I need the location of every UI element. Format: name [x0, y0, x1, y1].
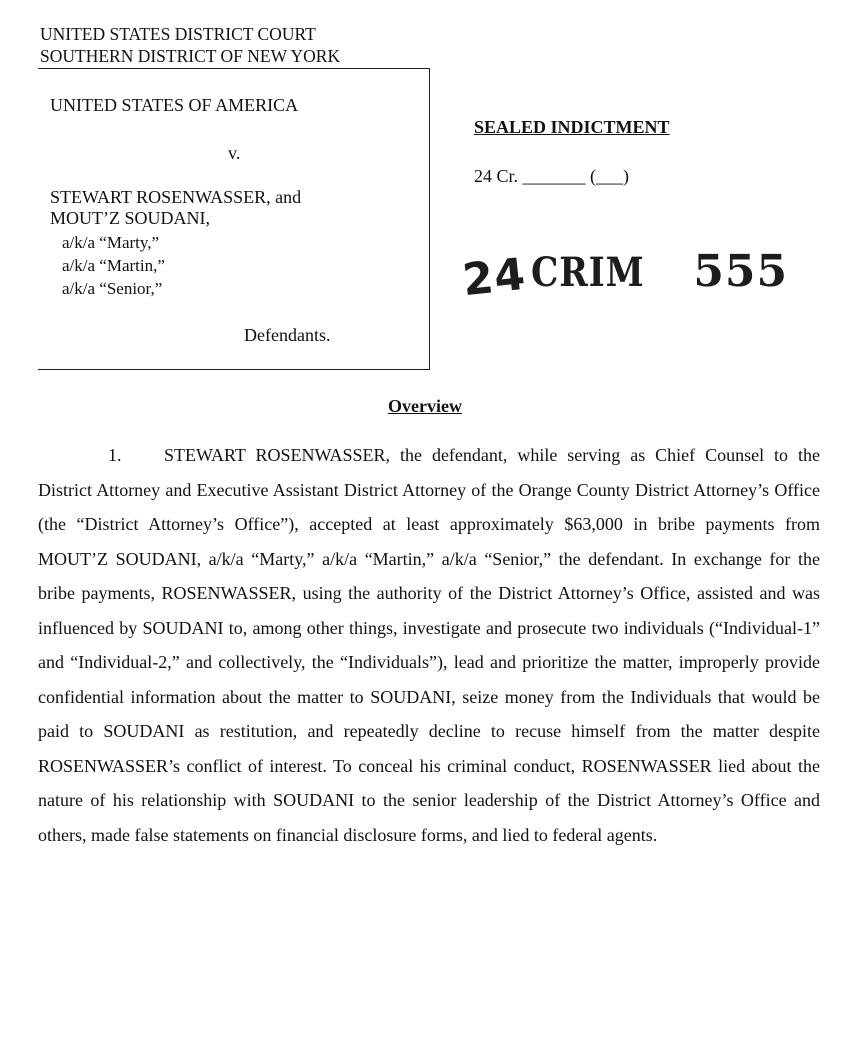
paragraph-number: 1.	[108, 445, 122, 465]
stamp-prefix: 24	[460, 248, 529, 307]
alias-3: a/k/a “Senior,”	[62, 279, 163, 298]
court-name-line2: SOUTHERN DISTRICT OF NEW YORK	[40, 46, 341, 66]
court-name-line1: UNITED STATES DISTRICT COURT	[40, 24, 316, 44]
section-heading: Overview	[388, 396, 462, 416]
defendants-label: Defendants.	[244, 325, 331, 345]
stamp-number: 555	[693, 246, 789, 297]
defendant-line1: STEWART ROSENWASSER, and	[50, 187, 302, 207]
alias-1: a/k/a “Marty,”	[62, 233, 160, 252]
case-number: 24 Cr. _______ (___)	[474, 166, 629, 186]
stamp-word: CRIM	[531, 249, 645, 296]
case-number-stamp	[460, 246, 789, 307]
paragraph-text: STEWART ROSENWASSER, the defendant, while serving as Chief Counsel to the District Attorney and Executive Assistant District Attorney of the Orange County District Attorney’s Office (the “District Attorney’s Office”), accepted at least approximately $63,000 in bribe payments from MOUT’Z SOUDANI, a/k/a “Marty,” a/k/a “Martin,” a/k/a “Senior,” the defendant. In exchange for the bribe payments, ROSENWASSER, using the authority of the District Attorney’s Office, assisted and was influenced by SOUDANI to, among other things, investigate and prosecute two individuals (“Individual-1” and “Individual-2,” and collectively, the “Individuals”), lead and prioritize the matter, improperly provide confidential information about the matter to SOUDANI, seize money from the Individuals that would be paid to SOUDANI as restitution, and repeatedly decline to recuse himself from the matter despite ROSENWASSER’s conflict of interest. To conceal his criminal conduct, ROSENWASSER lied about the nature of his relationship with SOUDANI to the senior leadership of the District Attorney’s Office and others, made false statements on financial disclosure forms, and lied to federal agents.	[38, 445, 820, 845]
alias-2: a/k/a “Martin,”	[62, 256, 165, 275]
defendant-line2: MOUT’Z SOUDANI,	[50, 208, 210, 228]
plaintiff-name: UNITED STATES OF AMERICA	[50, 95, 299, 115]
versus-label: v.	[228, 143, 241, 163]
overview-paragraph	[38, 438, 820, 852]
document-title: SEALED INDICTMENT	[474, 117, 670, 137]
